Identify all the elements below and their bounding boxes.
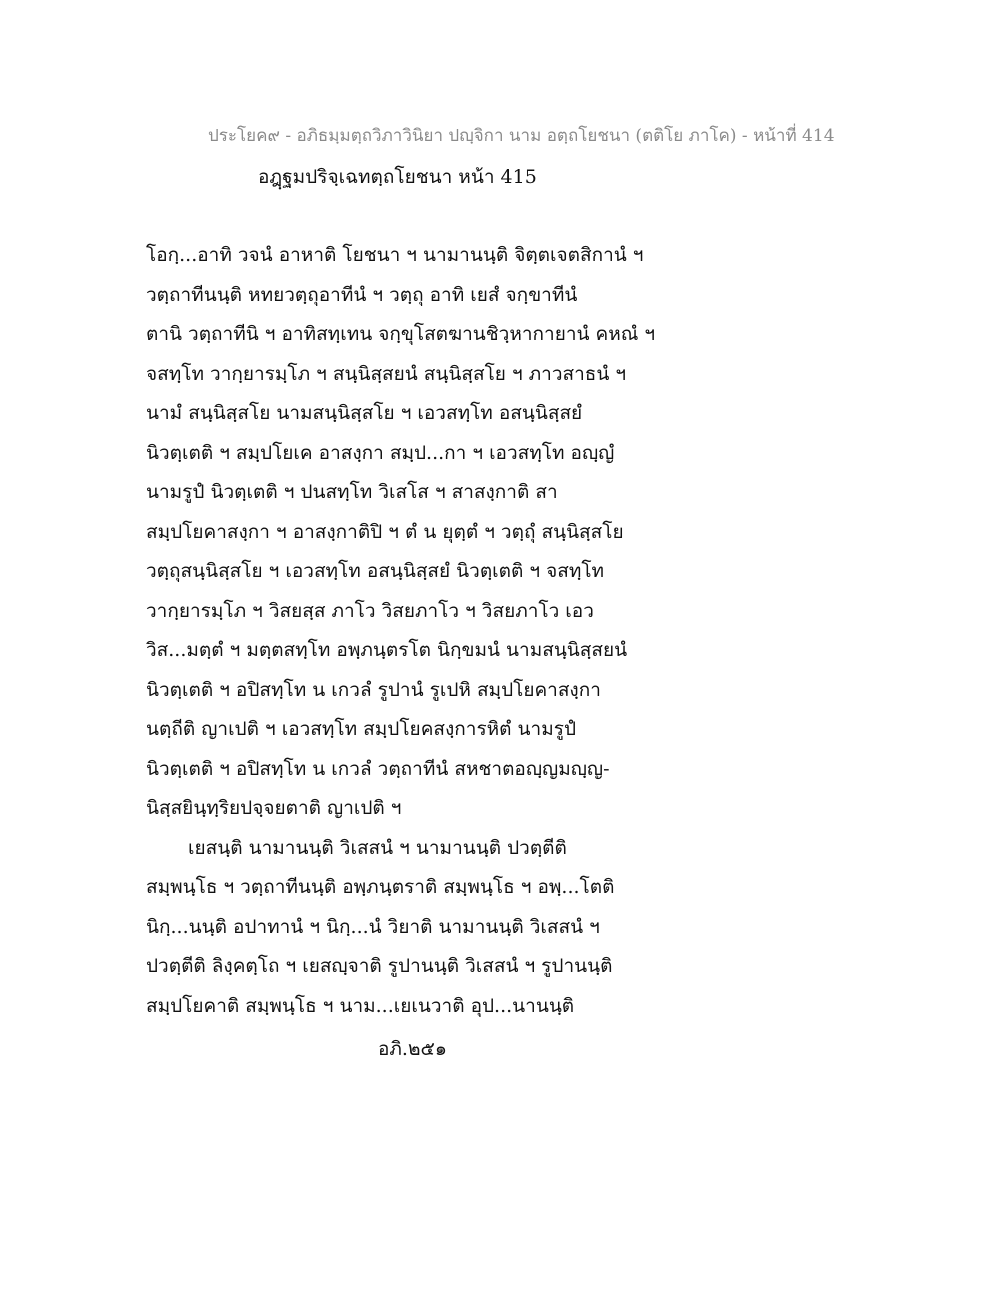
text-line: นิวตฺเตติ ฯ อปิสทฺโท น เกวลํ วตฺถาทีนํ สหชาตอญฺญมญฺญ- xyxy=(146,757,610,780)
text-line: นิวตฺเตติ ฯ สมฺปโยเค อาสงฺกา สมฺป...กา ฯ เอวสทฺโท อญฺญํ xyxy=(146,441,615,464)
text-line: วากฺยารมฺโภ ฯ วิสยสฺส ภาโว วิสยภาโว ฯ วิสยภาโว เอว xyxy=(146,599,594,622)
text-line: สมฺปโยคาสงฺกา ฯ อาสงฺกาติปิ ฯ ตํ น ยุตฺตํ ฯ วตฺถุํ สนฺนิสฺสโย xyxy=(146,520,624,543)
text-line: วตฺถาทีนนฺติ หทยวตฺถุอาทีนํ ฯ วตฺถุ อาทิ เยสํ จกฺขาทีนํ xyxy=(146,283,578,306)
text-line: สมฺพนฺโธ ฯ วตฺถาทีนนฺติ อพฺภนฺตราติ สมฺพนฺโธ ฯ อพฺ...โตติ xyxy=(146,876,615,898)
body-text xyxy=(146,236,706,1026)
text-line: นตฺถีติ ญาเปติ ฯ เอวสทฺโท สมฺปโยคสงฺการหิตํ นามรูปํ xyxy=(146,718,577,740)
text-line: จสทฺโท วากฺยารมฺโภ ฯ สนฺนิสฺสยนํ สนฺนิสฺสโย ฯ ภาวสาธนํ ฯ xyxy=(146,362,627,385)
text-line: ปวตฺตีติ ลิงฺคตฺโถ ฯ เยสญฺจาติ รูปานนฺติ วิเสสนํ ฯ รูปานนฺติ xyxy=(146,955,613,977)
text-line: นิสฺสยินฺทฺริยปจฺจยตาติ ญาเปติ ฯ xyxy=(146,797,402,819)
text-line: สมฺปโยคาติ สมฺพนฺโธ ฯ นาม...เยเนวาติ อุป...นานนฺติ xyxy=(146,994,575,1017)
text-line: นิวตฺเตติ ฯ อปิสทฺโท น เกวลํ รูปานํ รูเปหิ สมฺปโยคาสงฺกา xyxy=(146,678,601,701)
text-line: นามรูปํ นิวตฺเตติ ฯ ปนสทฺโท วิเสโส ฯ สาสงฺกาติ สา xyxy=(146,481,558,503)
text-line: วตฺถุสนฺนิสฺสโย ฯ เอวสทฺโท อสนฺนิสฺสยํ นิวตฺเตติ ฯ จสทฺโท xyxy=(146,560,605,582)
paragraph-start-line: เยสนฺติ นามานนฺติ วิเสสนํ ฯ นามานนฺติ ปวตฺตีติ xyxy=(188,836,567,859)
section-subheading: อฎฺฐมปริจฺเฉทตฺถโยชนา หน้า 415 xyxy=(258,166,537,188)
page-number: อภิ.๒๕๑ xyxy=(378,1038,447,1060)
text-line: นามํ สนฺนิสฺสโย นามสนฺนิสฺสโย ฯ เอวสทฺโท อสนฺนิสฺสยํ xyxy=(146,402,583,424)
text-line: ตานิ วตฺถาทีนิ ฯ อาทิสทฺเทน จกฺขุโสตฆานชิวฺหากายานํ คหณํ ฯ xyxy=(146,323,656,345)
text-line: นิกฺ...นนฺติ อปาทานํ ฯ นิกฺ...นํ วิยาติ นามานนฺติ วิเสสนํ ฯ xyxy=(146,915,600,938)
text-line: โอกฺ...อาทิ วจนํ อาหาติ โยชนา ฯ นามานนฺติ จิตฺตเจตสิกานํ ฯ xyxy=(146,244,644,266)
text-line: วิส...มตฺตํ ฯ มตฺตสทฺโท อพฺภนฺตรโต นิกฺขมนํ นามสนฺนิสฺสยนํ xyxy=(146,639,628,661)
running-header: ประโยค๙ - อภิธมฺมตฺถวิภาวินิยา ปญฺจิกา นาม อตฺถโยชนา (ตติโย ภาโค) - หน้าที่ 414 xyxy=(208,126,835,146)
